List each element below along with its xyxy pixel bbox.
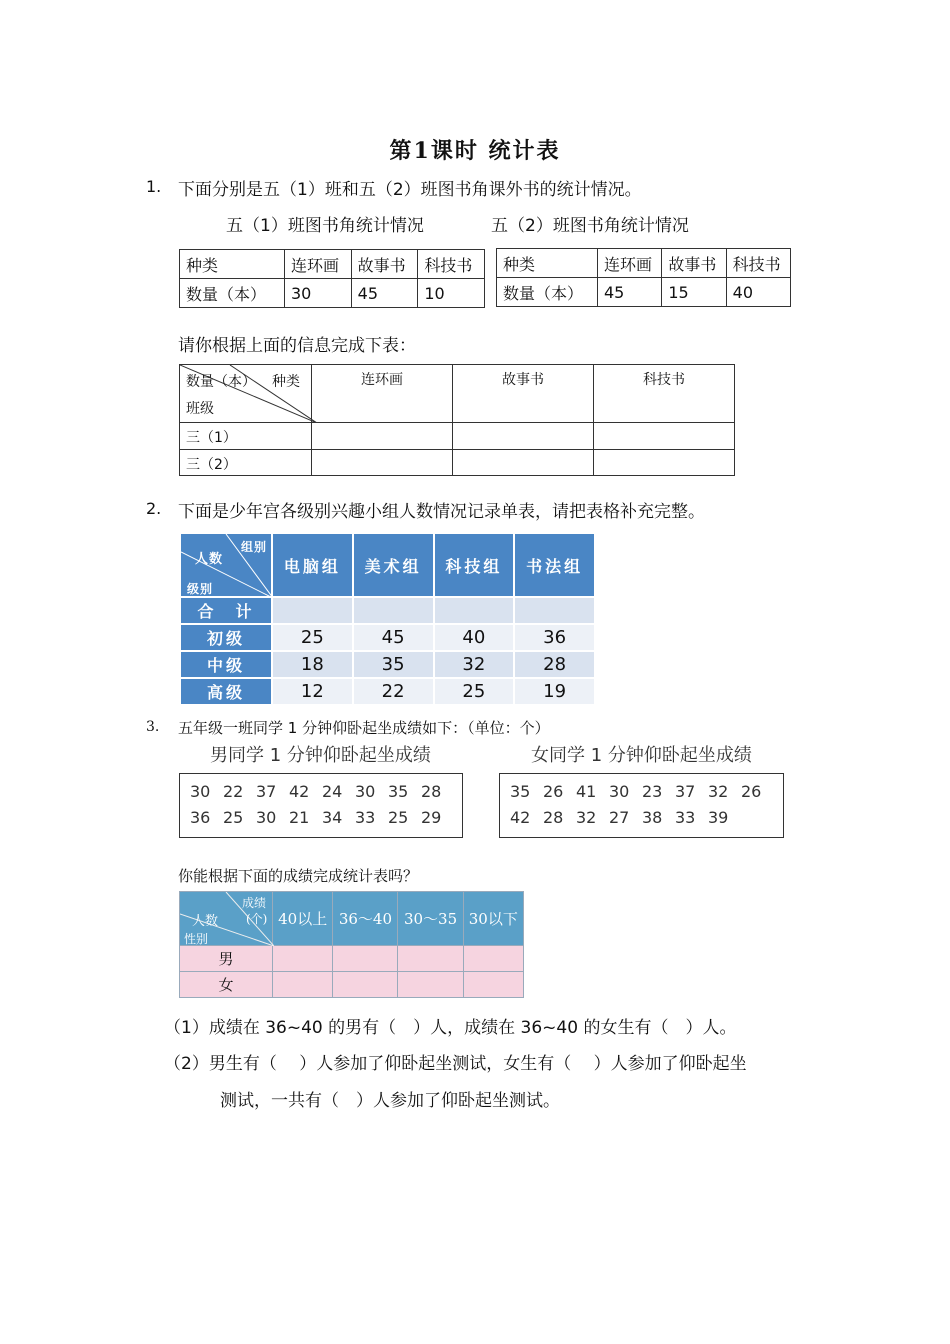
table-cell: 科技书 [418, 250, 485, 279]
table-cell: 30 [285, 279, 352, 308]
score-row [180, 779, 462, 805]
table-cell: 科技书 [726, 249, 790, 278]
table-cell: 故事书 [351, 250, 418, 279]
boys-scores-box [179, 773, 463, 838]
answer-cell[interactable] [398, 972, 463, 998]
question-3-instruction: 你能根据下面的成绩完成统计表吗？ [178, 867, 419, 885]
interest-group-table [179, 532, 596, 706]
score-value: 21 [289, 808, 310, 827]
row-header: 中级 [180, 651, 272, 678]
boys-scores-title: 男同学 1 分钟仰卧起坐成绩 [210, 745, 431, 766]
column-header: 连环画 [312, 365, 453, 423]
sub-question-1: （1）成绩在 36~40 的男有（ ）人，成绩在 36~40 的女生有（ ）人。 [164, 1018, 737, 1038]
score-value: 29 [421, 808, 442, 827]
table-cell: 25 [272, 624, 353, 651]
answer-cell[interactable] [514, 597, 595, 624]
score-value: 24 [322, 782, 343, 801]
score-value: 26 [543, 782, 564, 801]
column-header: 美术组 [353, 533, 434, 597]
corner-label-class: 班级 [186, 401, 214, 417]
question-2-text: 下面是少年宫各级别兴趣小组人数情况记录单表，请把表格补充完整。 [178, 502, 705, 522]
column-header: 40以上 [273, 892, 333, 946]
table-b-caption: 五（2）班图书角统计情况 [491, 216, 689, 236]
answer-cell[interactable] [453, 449, 594, 476]
score-value: 30 [609, 782, 630, 801]
score-row [500, 779, 783, 805]
corner-label-type: 种类 [272, 374, 300, 390]
class-5-2-table [496, 248, 791, 307]
question-1-number: 1. [146, 177, 162, 196]
score-value: 27 [609, 808, 630, 827]
table-cell: 18 [272, 651, 353, 678]
score-value: 22 [223, 782, 244, 801]
column-header: 30～35 [398, 892, 463, 946]
score-value: 26 [741, 782, 762, 801]
diagonal-header-cell [180, 365, 312, 423]
row-header: 三（1） [180, 423, 312, 450]
answer-cell[interactable] [312, 423, 453, 450]
score-value: 37 [256, 782, 277, 801]
score-value: 41 [576, 782, 597, 801]
table-cell: 28 [514, 651, 595, 678]
column-header: 科技书 [594, 365, 735, 423]
answer-cell[interactable] [353, 597, 434, 624]
answer-cell[interactable] [272, 597, 353, 624]
sub-question-2-line-1: （2）男生有（ ）人参加了仰卧起坐测试，女生有（ ）人参加了仰卧起坐 [164, 1054, 747, 1074]
corner-label-unit: (个) [246, 912, 268, 926]
question-1-text: 下面分别是五（1）班和五（2）班图书角课外书的统计情况。 [178, 180, 642, 200]
score-value: 33 [355, 808, 376, 827]
table-a-caption: 五（1）班图书角统计情况 [226, 216, 424, 236]
corner-label-level: 级别 [187, 582, 214, 596]
diagonal-header-cell [180, 533, 272, 597]
table-cell: 数量（本） [180, 279, 285, 308]
score-value: 42 [289, 782, 310, 801]
score-value: 23 [642, 782, 663, 801]
column-header: 科技组 [434, 533, 515, 597]
column-header: 30以下 [463, 892, 523, 946]
score-value: 33 [675, 808, 696, 827]
answer-cell[interactable] [594, 449, 735, 476]
score-value: 42 [510, 808, 531, 827]
table-cell: 连环画 [598, 249, 662, 278]
question-1-instruction: 请你根据上面的信息完成下表： [178, 336, 416, 356]
score-value: 39 [708, 808, 729, 827]
girls-scores-title: 女同学 1 分钟仰卧起坐成绩 [531, 745, 752, 766]
corner-label-group: 组别 [241, 540, 268, 554]
answer-cell[interactable] [312, 449, 453, 476]
score-value: 36 [190, 808, 211, 827]
table-cell: 故事书 [662, 249, 726, 278]
score-value: 37 [675, 782, 696, 801]
row-header: 高级 [180, 678, 272, 705]
table-cell: 36 [514, 624, 595, 651]
table-cell: 40 [726, 278, 790, 307]
score-value: 25 [388, 808, 409, 827]
diagonal-header-cell [180, 892, 273, 946]
score-value: 34 [322, 808, 343, 827]
table-cell: 数量（本） [497, 278, 598, 307]
situp-stats-table [179, 891, 524, 998]
table-cell: 种类 [497, 249, 598, 278]
answer-cell[interactable] [453, 423, 594, 450]
answer-cell[interactable] [333, 972, 398, 998]
answer-cell[interactable] [273, 972, 333, 998]
row-header-total: 合 计 [180, 597, 272, 624]
score-value: 30 [190, 782, 211, 801]
column-header: 电脑组 [272, 533, 353, 597]
fill-in-table-1 [179, 364, 735, 476]
score-value: 28 [543, 808, 564, 827]
score-row [180, 805, 462, 831]
girls-scores-box [499, 773, 784, 838]
table-cell: 10 [418, 279, 485, 308]
table-cell: 40 [434, 624, 515, 651]
answer-cell[interactable] [463, 946, 523, 972]
table-cell: 32 [434, 651, 515, 678]
row-header: 初级 [180, 624, 272, 651]
row-header: 女 [180, 972, 273, 998]
row-header: 男 [180, 946, 273, 972]
table-cell: 种类 [180, 250, 285, 279]
answer-cell[interactable] [434, 597, 515, 624]
answer-cell[interactable] [463, 972, 523, 998]
answer-cell[interactable] [594, 423, 735, 450]
answer-cell[interactable] [333, 946, 398, 972]
table-cell: 35 [353, 651, 434, 678]
corner-label-gender: 性别 [184, 932, 209, 946]
page-title: 第1课时 统计表 [389, 138, 561, 164]
question-3-text: 五年级一班同学 1 分钟仰卧起坐成绩如下：（单位：个） [178, 719, 550, 737]
table-cell: 25 [434, 678, 515, 705]
score-value: 30 [256, 808, 277, 827]
answer-cell[interactable] [398, 946, 463, 972]
sub-question-2-line-2: 测试，一共有（ ）人参加了仰卧起坐测试。 [220, 1091, 560, 1111]
corner-label-score: 成绩 [242, 896, 267, 910]
score-value: 25 [223, 808, 244, 827]
table-cell: 19 [514, 678, 595, 705]
column-header: 书法组 [514, 533, 595, 597]
table-cell: 22 [353, 678, 434, 705]
score-value: 32 [576, 808, 597, 827]
class-5-1-table [179, 249, 485, 308]
score-value: 35 [510, 782, 531, 801]
question-2-number: 2. [146, 499, 162, 518]
corner-label-quantity: 数量（本） [186, 374, 256, 390]
table-cell: 45 [351, 279, 418, 308]
score-value: 32 [708, 782, 729, 801]
table-cell: 连环画 [285, 250, 352, 279]
table-cell: 15 [662, 278, 726, 307]
answer-cell[interactable] [273, 946, 333, 972]
question-3-number: 3. [146, 719, 160, 735]
corner-label-count: 人数 [192, 914, 219, 929]
table-cell: 45 [598, 278, 662, 307]
column-header: 36～40 [333, 892, 398, 946]
column-header: 故事书 [453, 365, 594, 423]
table-cell: 12 [272, 678, 353, 705]
score-value: 30 [355, 782, 376, 801]
table-cell: 45 [353, 624, 434, 651]
row-header: 三（2） [180, 449, 312, 476]
score-row [500, 805, 783, 831]
score-value: 38 [642, 808, 663, 827]
corner-label-count: 人数 [195, 552, 224, 567]
score-value: 35 [388, 782, 409, 801]
score-value: 28 [421, 782, 442, 801]
